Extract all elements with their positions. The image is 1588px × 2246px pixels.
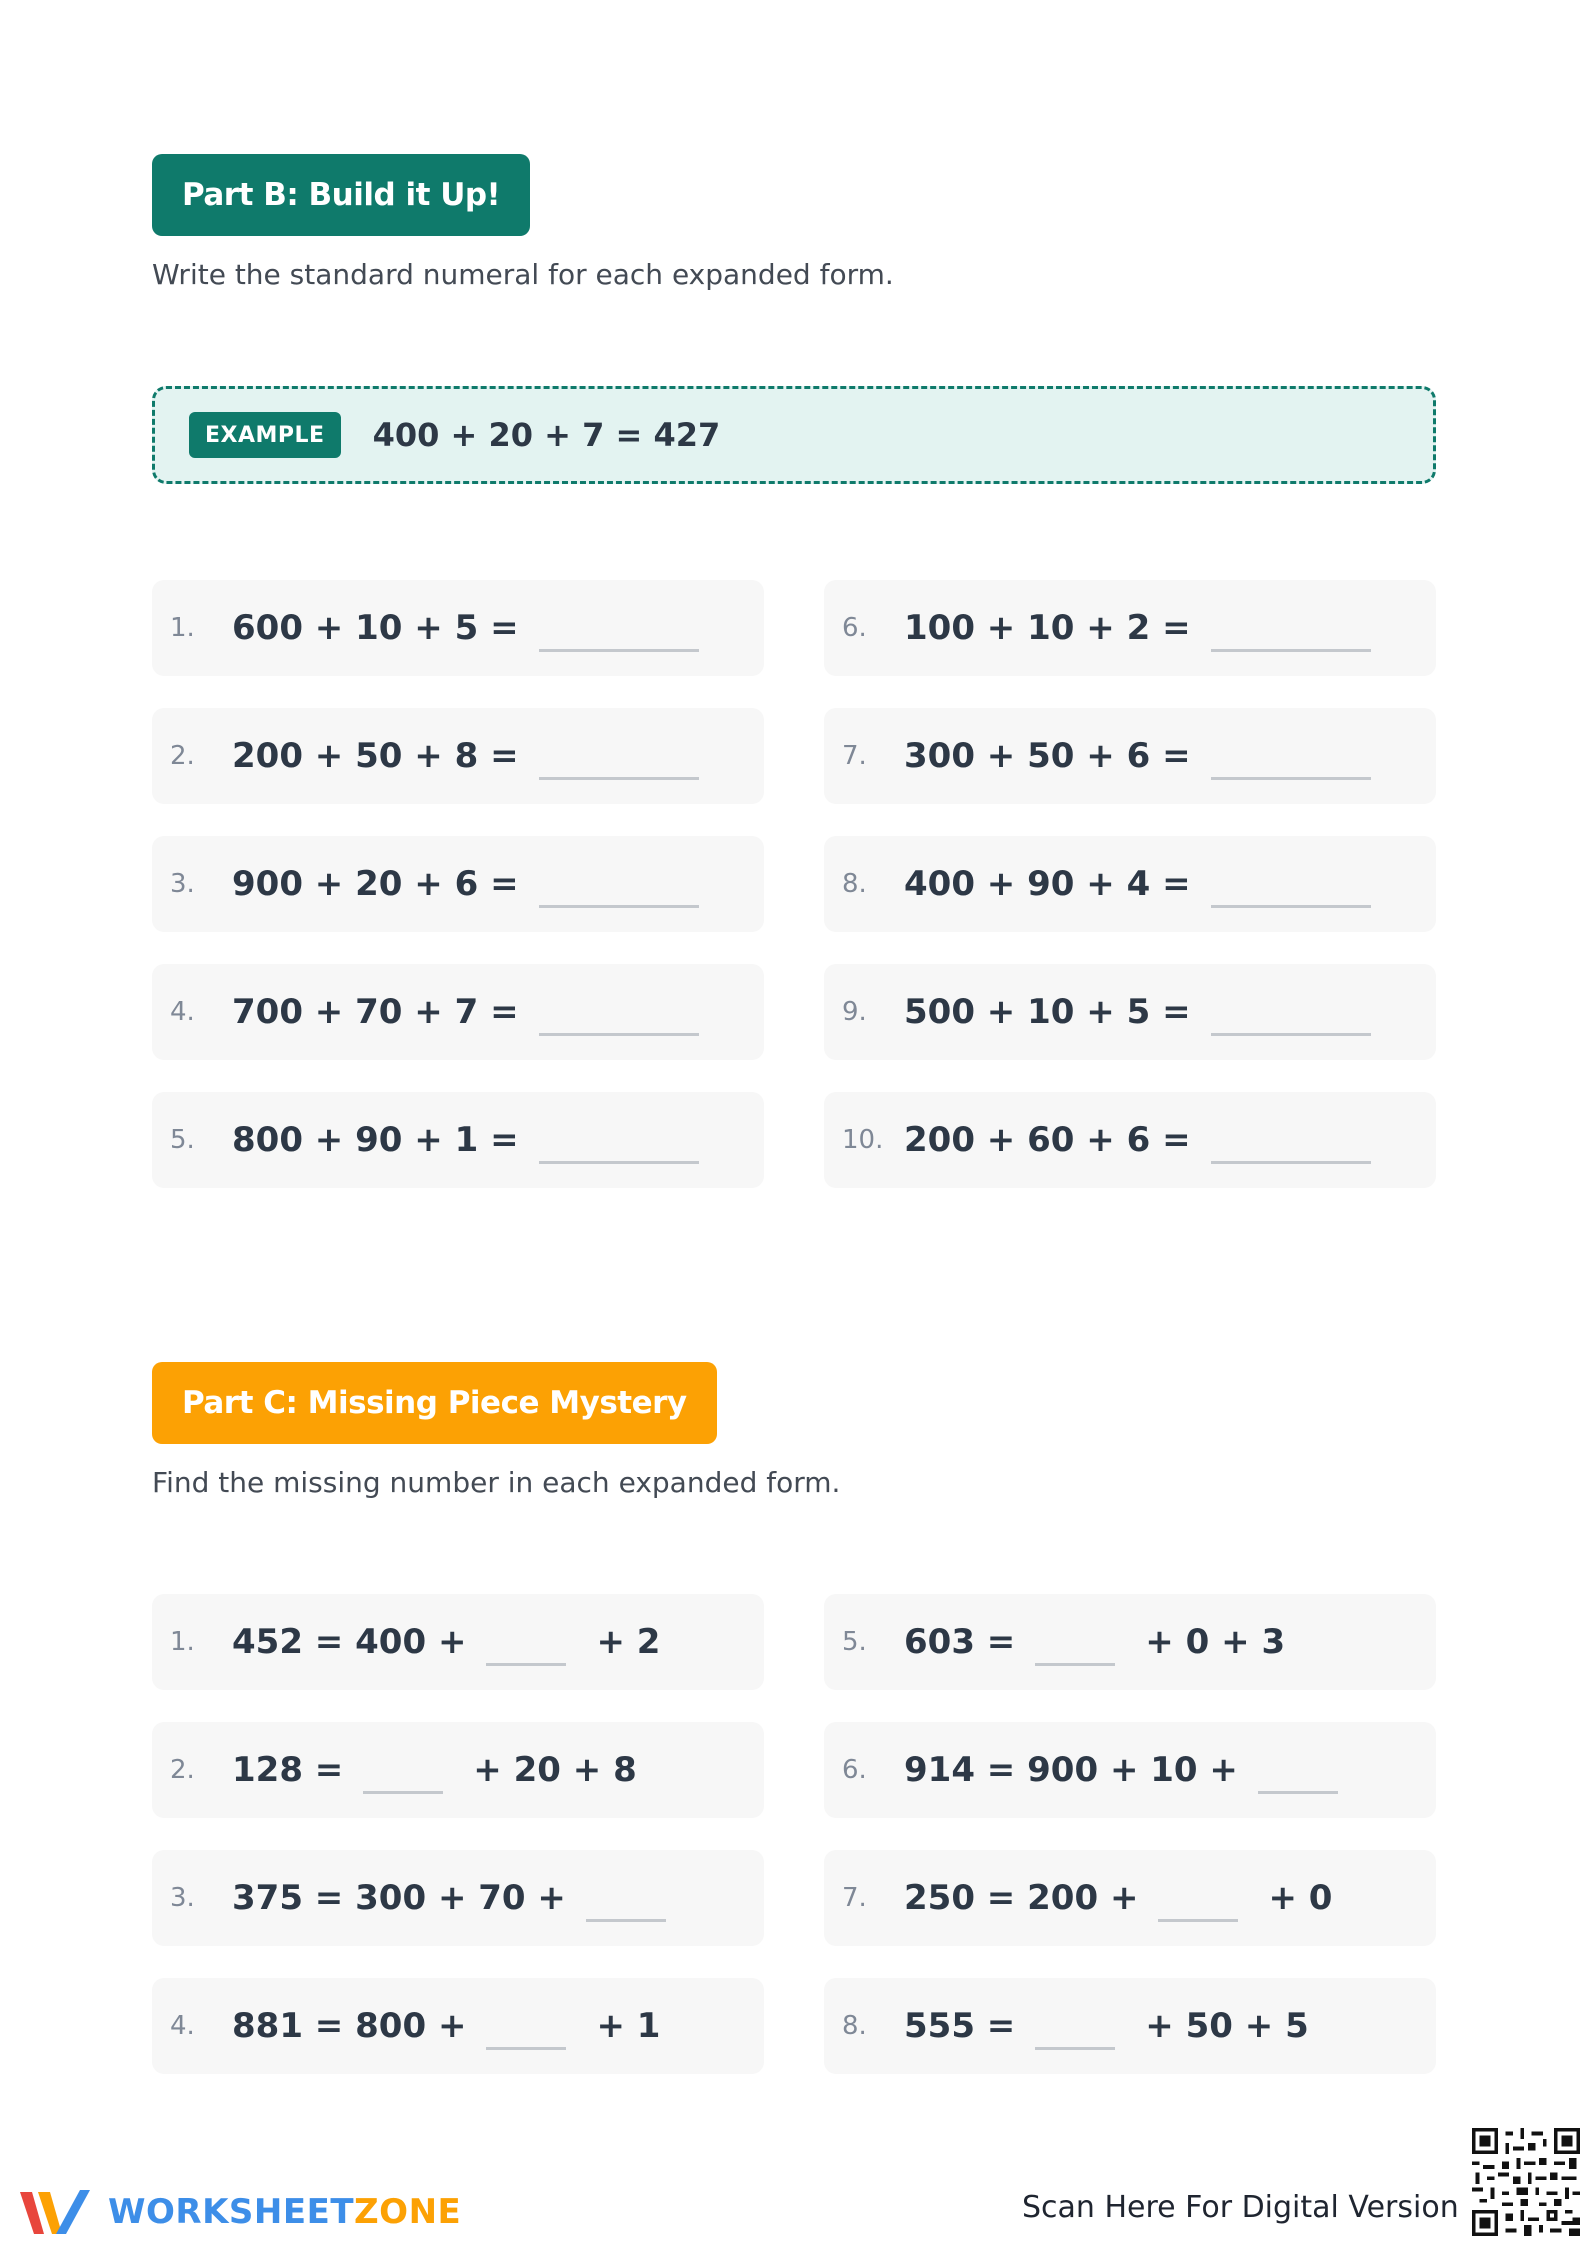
missing-number-blank[interactable] — [1035, 1663, 1115, 1666]
part-c-instructions: Find the missing number in each expanded form. — [152, 1466, 841, 1499]
answer-blank[interactable] — [1211, 777, 1371, 780]
item-equation: 900 + 20 + 6 = — [232, 864, 519, 904]
item-equation-after: + 1 — [596, 2006, 661, 2046]
item-equation-before: 881 = 800 + — [232, 2006, 467, 2046]
qr-code-icon[interactable] — [1472, 2128, 1580, 2236]
item-equation-before: 375 = 300 + 70 + — [232, 1878, 566, 1918]
item-number: 10. — [842, 1125, 884, 1155]
item-number: 3. — [170, 869, 195, 899]
part-b-item — [824, 1092, 1436, 1188]
item-number: 4. — [170, 997, 195, 1027]
part-b-item — [152, 964, 764, 1060]
item-equation: 700 + 70 + 7 = — [232, 992, 519, 1032]
part-b-instructions: Write the standard numeral for each expanded form. — [152, 258, 894, 291]
item-equation-after: + 0 + 3 — [1145, 1622, 1286, 1662]
item-equation-after: + 20 + 8 — [473, 1750, 637, 1790]
answer-blank[interactable] — [1211, 649, 1371, 652]
part-b-item — [824, 708, 1436, 804]
missing-number-blank[interactable] — [1158, 1919, 1238, 1922]
item-equation-before: 452 = 400 + — [232, 1622, 467, 1662]
part-b-item — [152, 836, 764, 932]
item-equation-after: + 0 — [1268, 1878, 1333, 1918]
part-c-item — [824, 1978, 1436, 2074]
item-number: 2. — [170, 741, 195, 771]
item-number: 1. — [170, 1627, 195, 1657]
item-number: 8. — [842, 869, 867, 899]
missing-number-blank[interactable] — [586, 1919, 666, 1922]
part-b-item — [824, 580, 1436, 676]
item-equation: 400 + 90 + 4 = — [904, 864, 1191, 904]
item-equation: 100 + 10 + 2 = — [904, 608, 1191, 648]
answer-blank[interactable] — [539, 905, 699, 908]
item-equation: 600 + 10 + 5 = — [232, 608, 519, 648]
item-equation-after: + 2 — [596, 1622, 661, 1662]
item-number: 5. — [170, 1125, 195, 1155]
part-c-item — [152, 1978, 764, 2074]
example-tag: EXAMPLE — [189, 412, 341, 458]
missing-number-blank[interactable] — [486, 1663, 566, 1666]
answer-blank[interactable] — [539, 649, 699, 652]
answer-blank[interactable] — [539, 777, 699, 780]
item-number: 1. — [170, 613, 195, 643]
part-c-title: Part C: Missing Piece Mystery — [152, 1362, 717, 1444]
item-number: 4. — [170, 2011, 195, 2041]
item-number: 9. — [842, 997, 867, 1027]
item-number: 3. — [170, 1883, 195, 1913]
item-number: 7. — [842, 741, 867, 771]
part-b-item — [152, 1092, 764, 1188]
item-equation-before: 555 = — [904, 2006, 1016, 2046]
missing-number-blank[interactable] — [1035, 2047, 1115, 2050]
item-number: 6. — [842, 1755, 867, 1785]
item-equation: 500 + 10 + 5 = — [904, 992, 1191, 1032]
part-b-item — [152, 708, 764, 804]
answer-blank[interactable] — [1211, 1161, 1371, 1164]
missing-number-blank[interactable] — [363, 1791, 443, 1794]
logo-w-icon — [16, 2184, 94, 2240]
answer-blank[interactable] — [539, 1033, 699, 1036]
item-equation: 800 + 90 + 1 = — [232, 1120, 519, 1160]
answer-blank[interactable] — [1211, 905, 1371, 908]
worksheetzone-logo[interactable] — [16, 2184, 461, 2240]
item-number: 6. — [842, 613, 867, 643]
item-equation-before: 914 = 900 + 10 + — [904, 1750, 1238, 1790]
part-c-item — [152, 1594, 764, 1690]
item-number: 2. — [170, 1755, 195, 1785]
logo-text: WORKSHEETZONE — [108, 2192, 462, 2232]
part-b-item — [152, 580, 764, 676]
part-c-item — [824, 1594, 1436, 1690]
part-c-item — [824, 1722, 1436, 1818]
missing-number-blank[interactable] — [486, 2047, 566, 2050]
part-c-item — [824, 1850, 1436, 1946]
part-b-title: Part B: Build it Up! — [152, 154, 530, 236]
item-equation-before: 250 = 200 + — [904, 1878, 1139, 1918]
example-equation: 400 + 20 + 7 = 427 — [372, 416, 721, 454]
answer-blank[interactable] — [539, 1161, 699, 1164]
part-c-item — [152, 1850, 764, 1946]
item-number: 5. — [842, 1627, 867, 1657]
item-equation: 200 + 60 + 6 = — [904, 1120, 1191, 1160]
item-equation: 200 + 50 + 8 = — [232, 736, 519, 776]
example-box — [152, 386, 1436, 484]
part-b-item — [824, 964, 1436, 1060]
part-c-item — [152, 1722, 764, 1818]
missing-number-blank[interactable] — [1258, 1791, 1338, 1794]
scan-instruction: Scan Here For Digital Version — [1022, 2190, 1459, 2225]
answer-blank[interactable] — [1211, 1033, 1371, 1036]
item-equation-before: 603 = — [904, 1622, 1016, 1662]
part-b-item — [824, 836, 1436, 932]
item-equation-before: 128 = — [232, 1750, 344, 1790]
item-number: 7. — [842, 1883, 867, 1913]
item-equation-after: + 50 + 5 — [1145, 2006, 1309, 2046]
item-number: 8. — [842, 2011, 867, 2041]
item-equation: 300 + 50 + 6 = — [904, 736, 1191, 776]
